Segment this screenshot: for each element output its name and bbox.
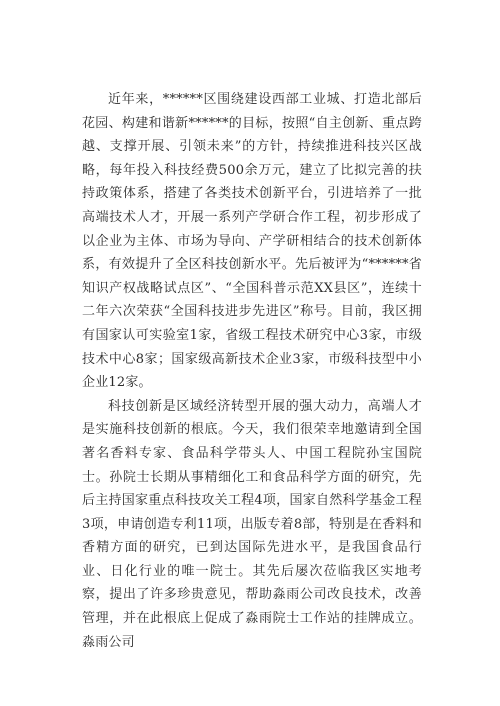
paragraph-1: 近年来，******区围绕建设西部工业城、打造北部后花园、构建和谐新******的目标，按照“自主创新、重点跨越、支撑开展、引领未来”的方针，持续推进科技兴区战略，每年投入科技经费500余万元，建立了比拟完善的扶持政策体系，搭建了各类技术创新平台，引进培养了一批高端技术人才，开展一系列产学研合作工程，初步形成了以企业为主体、市场为导向、产学研相结合的技术创新体系，有效提升了全区科技创新水平。先后被评为“******省知识产权战略试点区”、“全国科普示范XX县区”，连续十二年六次荣获“全国科技进步先进区”称号。目前，我区拥有国家认可实验室1家，省级工程技术研究中心3家，市级技术中心8家；国家级高新技术企业3家，市级科技型中小企业12家。	[82, 92, 422, 391]
paragraph-2: 科技创新是区域经济转型开展的强大动力，高端人才是实施科技创新的根底。今天，我们很荣幸地邀请到全国著名香料专家、食品科学带头人、中国工程院孙宝国院士。孙院士长期从事精细化工和食品科学方面的研究，先后主持国家重点科技攻关工程4项，国家自然科学基金工程3项，申请创造专利11项，出版专着8部，特别是在香料和香精方面的研究，已到达国际先进水平，是我国食品行业、日化行业的唯一院士。其先后屡次莅临我区实地考察，提出了许多珍贵意见，帮助淼雨公司改良技术，改善管理，并在此根底上促成了淼雨院士工作站的挂牌成立。淼雨公司	[82, 398, 422, 650]
document-body	[82, 88, 422, 654]
